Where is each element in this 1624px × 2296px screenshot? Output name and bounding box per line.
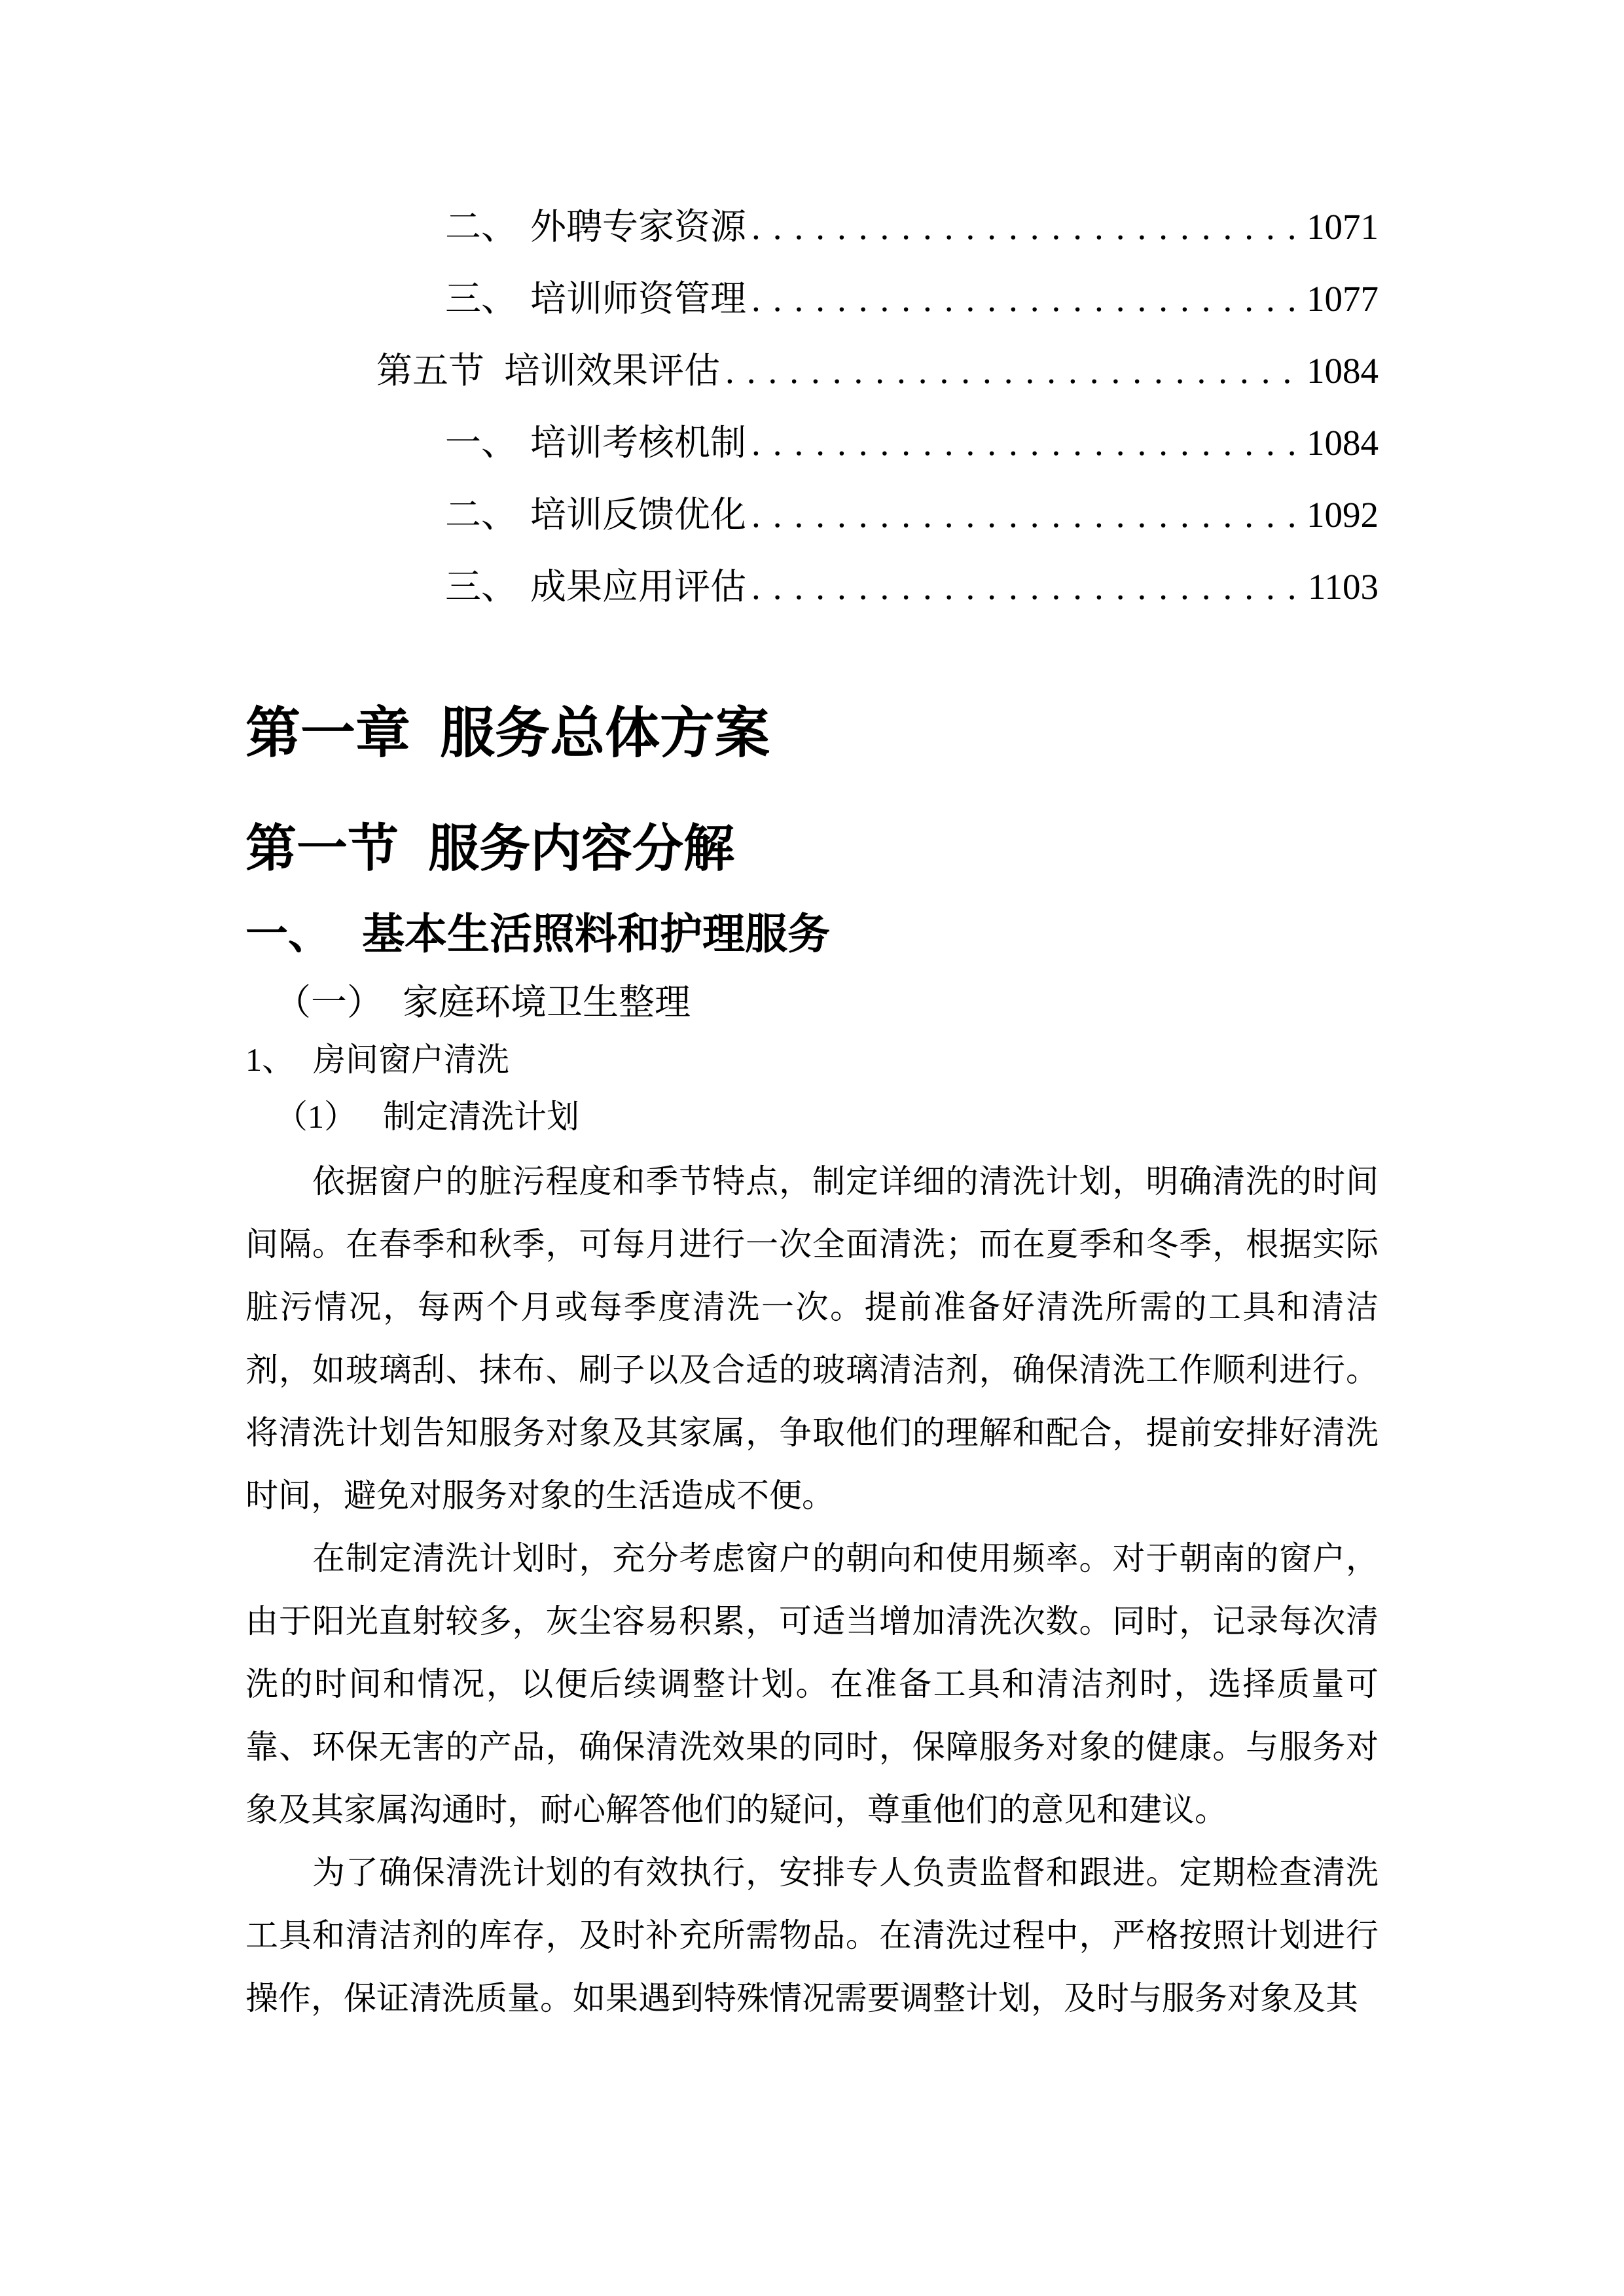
toc-page-number: 1071 <box>1307 207 1379 247</box>
item-title: 房间窗户清洗 <box>313 1041 509 1078</box>
toc-entry-number: 第五节 <box>376 351 485 391</box>
toc-entry <box>245 263 1379 335</box>
toc-entry-title: 培训考核机制 <box>530 423 747 463</box>
toc-entry-title: 成果应用评估 <box>530 567 747 607</box>
subsection-heading <box>245 907 1379 963</box>
section-title: 服务内容分解 <box>428 820 735 878</box>
dot-leader <box>751 479 1295 551</box>
toc-entry <box>245 191 1379 263</box>
toc-entry-number: 二、 <box>445 495 518 535</box>
toc-entry-number: 三、 <box>445 567 518 607</box>
section-number: 第一节 <box>245 820 399 878</box>
toc-entry-title: 外聘专家资源 <box>530 207 747 247</box>
toc-entry-number: 三、 <box>445 279 518 319</box>
dot-leader <box>751 551 1296 623</box>
toc-page-number: 1084 <box>1307 351 1379 391</box>
body-paragraph: 为了确保清洗计划的有效执行，安排专人负责监督和跟进。定期检查清洗工具和清洁剂的库存，及时补充所需物品。在清洗过程中，严格按照计划进行操作，保证清洗质量。如果遇到特殊情况需要调整计划，及时与服务对象及其 <box>245 1854 1379 2017</box>
topic-heading <box>245 979 1379 1026</box>
dot-leader <box>751 407 1295 479</box>
subsection-number: 一、 <box>245 910 331 958</box>
toc-entry-number: 二、 <box>445 207 518 247</box>
toc-entry-title: 培训师资管理 <box>530 279 747 319</box>
step-number: （1） <box>275 1098 357 1135</box>
step-title: 制定清洗计划 <box>383 1098 579 1135</box>
topic-title: 家庭环境卫生整理 <box>403 982 691 1023</box>
toc-entry-title: 培训反馈优化 <box>530 495 747 535</box>
chapter-title: 服务总体方案 <box>440 704 770 764</box>
section-heading <box>245 816 1379 882</box>
topic-number: （一） <box>275 982 384 1023</box>
dot-leader <box>751 191 1295 263</box>
toc-entry-title: 培训效果评估 <box>504 351 721 391</box>
toc-entry-number: 一、 <box>445 423 518 463</box>
toc-entry <box>245 479 1379 551</box>
chapter-heading <box>245 698 1379 770</box>
body-paragraph: 依据窗户的脏污程度和季节特点，制定详细的清洗计划，明确清洗的时间间隔。在春季和秋季，可每月进行一次全面清洗；而在夏季和冬季，根据实际脏污情况，每两个月或每季度清洗一次。提前准备好清洗所需的工具和清洁剂，如玻璃刮、抹布、刷子以及合适的玻璃清洁剂，确保清洗工作顺利进行。将清洗计划告知服务对象及其家属，争取他们的理解和配合，提前安排好清洗时间，避免对服务对象的生活造成不便。 <box>245 1162 1379 1514</box>
toc-page-number: 1092 <box>1307 495 1379 535</box>
step-heading <box>245 1096 1379 1138</box>
toc-entry-section <box>245 335 1379 407</box>
toc-page-number: 1084 <box>1307 423 1379 463</box>
item-number: 1、 <box>245 1041 295 1078</box>
toc-page-number: 1103 <box>1308 567 1379 607</box>
item-heading <box>245 1039 1379 1081</box>
table-of-contents <box>245 191 1379 623</box>
dot-leader <box>725 335 1295 407</box>
toc-page-number: 1077 <box>1307 279 1379 319</box>
subsection-title: 基本生活照料和护理服务 <box>362 910 831 958</box>
toc-entry <box>245 551 1379 623</box>
dot-leader <box>751 263 1295 335</box>
chapter-number: 第一章 <box>245 704 411 764</box>
body-paragraph: 在制定清洗计划时，充分考虑窗户的朝向和使用频率。对于朝南的窗户，由于阳光直射较多，灰尘容易积累，可适当增加清洗次数。同时，记录每次清洗的时间和情况，以便后续调整计划。在准备工具和清洁剂时，选择质量可靠、环保无害的产品，确保清洗效果的同时，保障服务对象的健康。与服务对象及其家属沟通时，耐心解答他们的疑问，尊重他们的意见和建议。 <box>245 1539 1379 1828</box>
toc-entry <box>245 407 1379 479</box>
